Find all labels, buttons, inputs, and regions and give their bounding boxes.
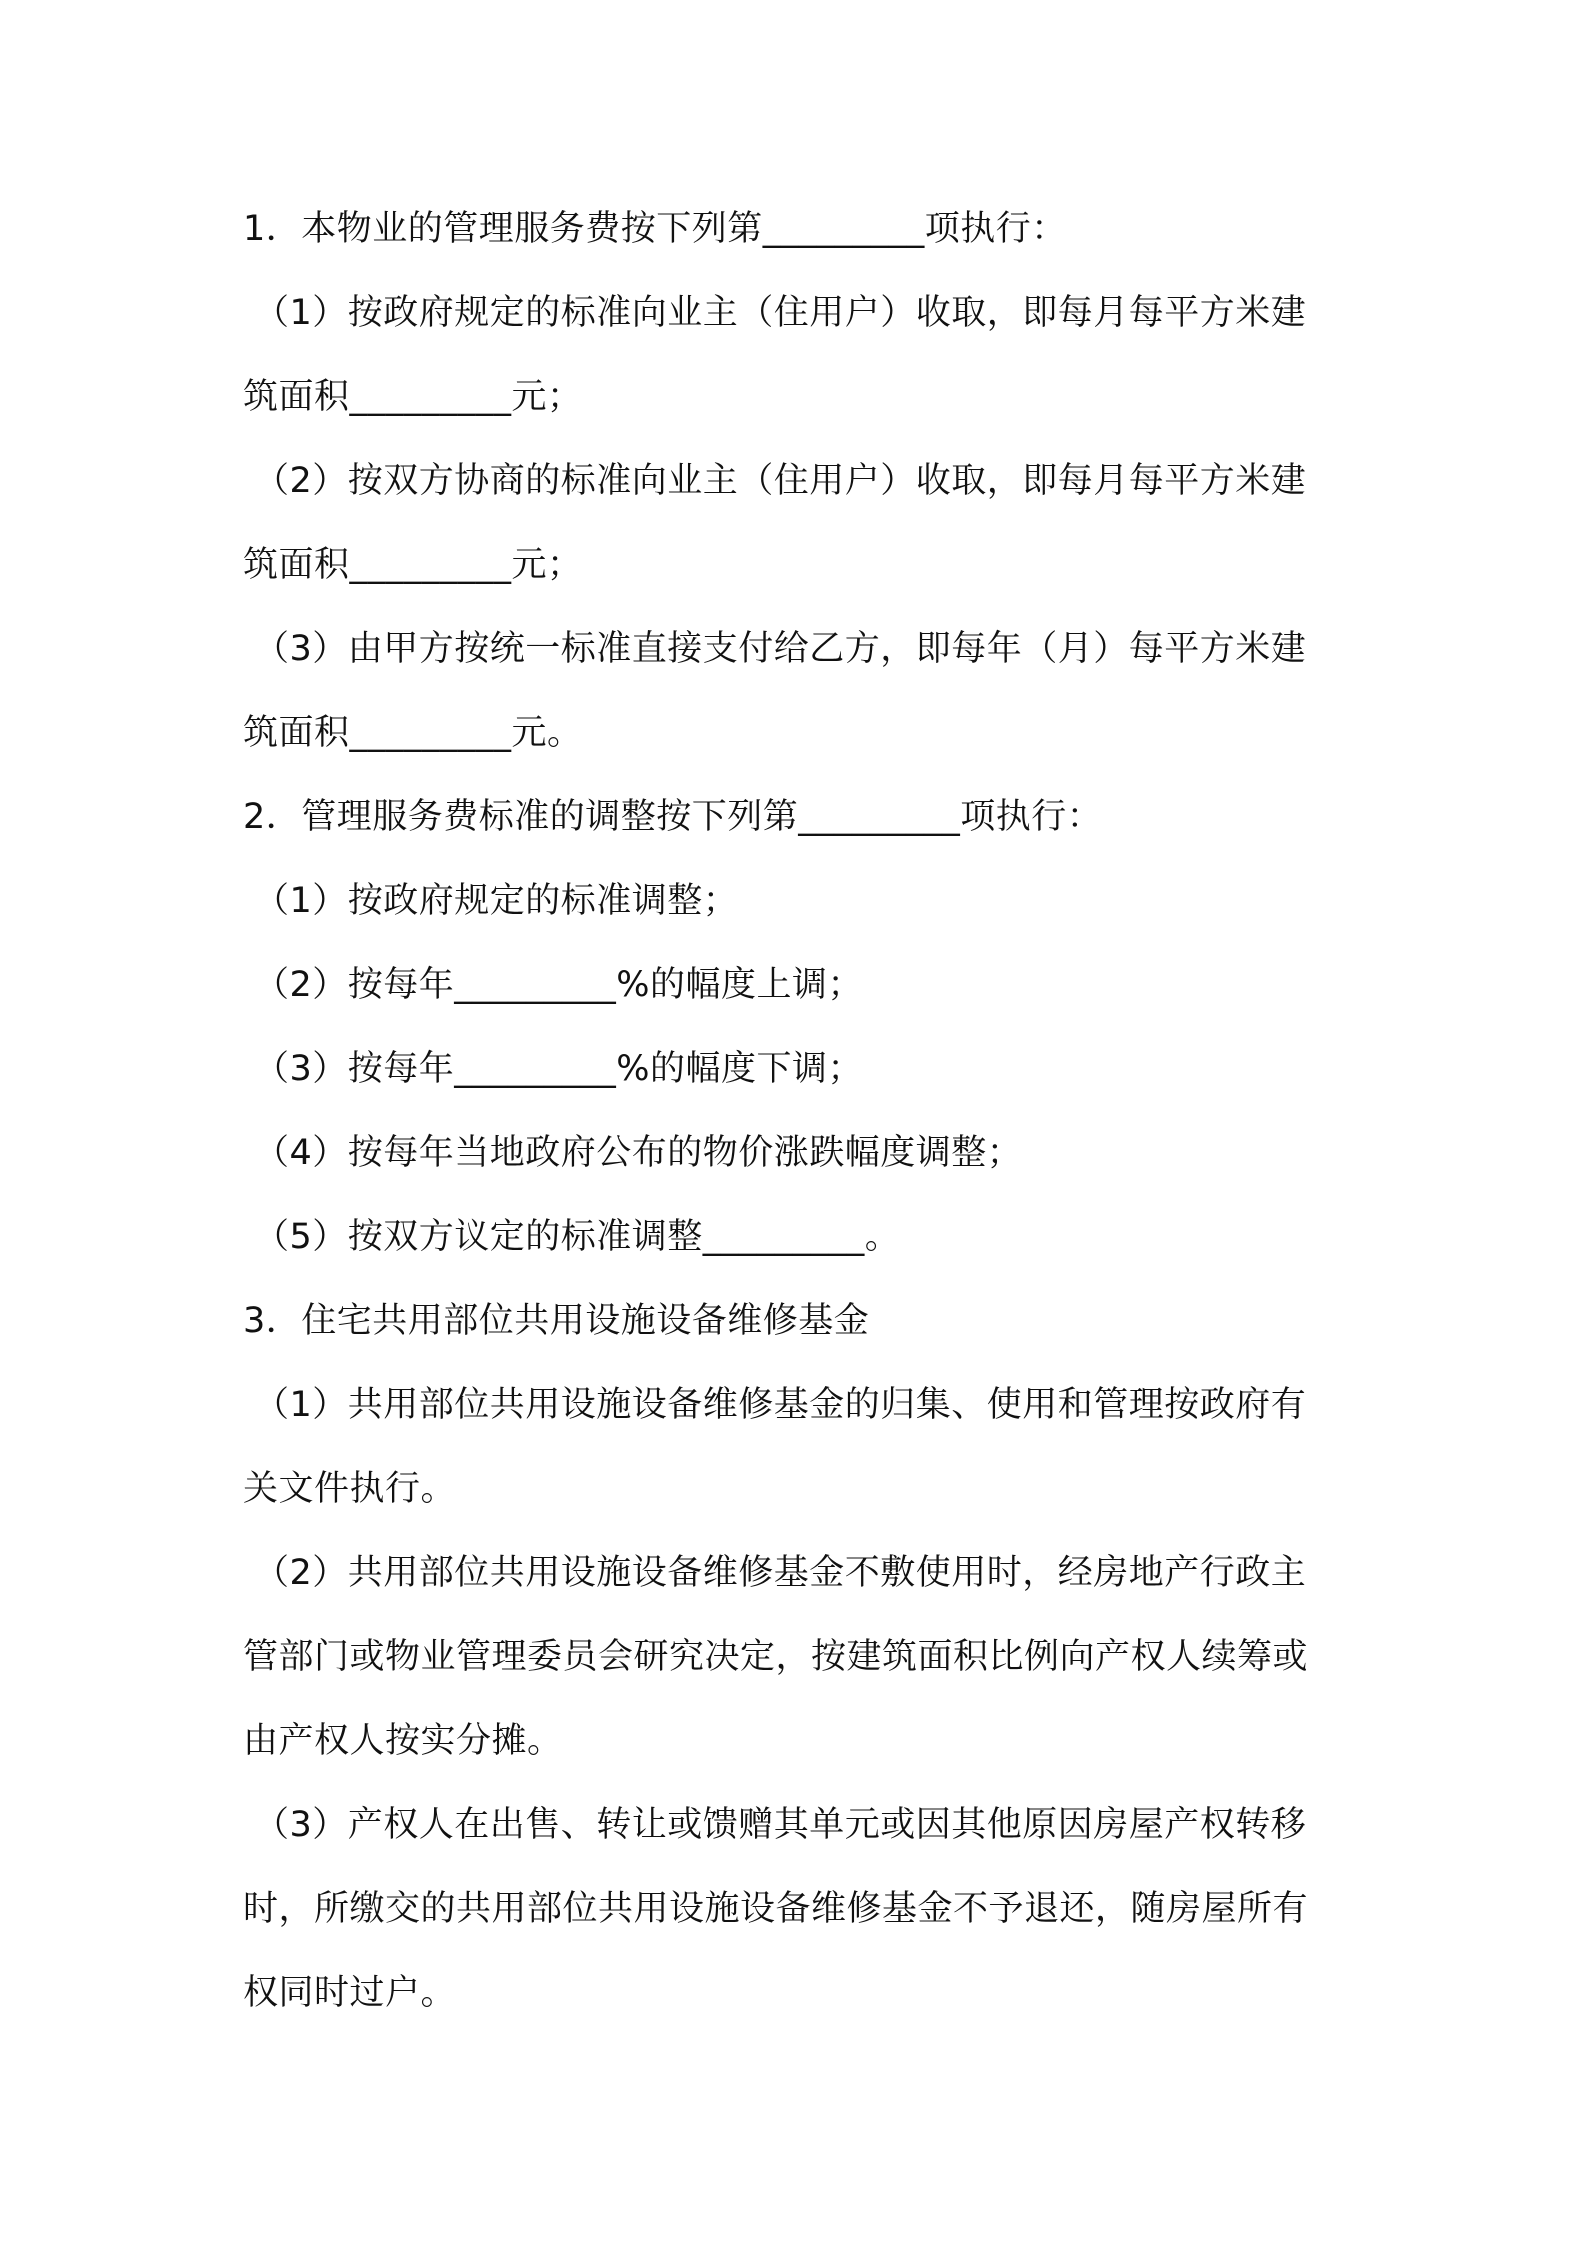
clause-2-item-2: （2）按每年_________%的幅度上调； bbox=[254, 965, 864, 1005]
clause-1-heading: 1．本物业的管理服务费按下列第_________项执行： bbox=[243, 209, 1067, 249]
clause-3-heading: 3．住宅共用部位共用设施设备维修基金 bbox=[243, 1301, 870, 1341]
clause-2-item-5: （5）按双方议定的标准调整_________。 bbox=[254, 1217, 901, 1257]
clause-1-item-3-cont: 筑面积_________元。 bbox=[243, 713, 583, 753]
clause-1-item-1-cont: 筑面积_________元； bbox=[243, 377, 583, 417]
clause-1-item-3: （3）由甲方按统一标准直接支付给乙方，即每年（月）每平方米建 bbox=[254, 629, 1307, 669]
clause-3-item-3: （3）产权人在出售、转让或馈赠其单元或因其他原因房屋产权转移 bbox=[254, 1805, 1307, 1845]
clause-2-item-4: （4）按每年当地政府公布的物价涨跌幅度调整； bbox=[254, 1133, 1023, 1173]
clause-3-item-2-cont-1: 管部门或物业管理委员会研究决定，按建筑面积比例向产权人续筹或 bbox=[243, 1637, 1309, 1677]
document-body bbox=[243, 198, 1363, 2046]
clause-2-item-3: （3）按每年_________%的幅度下调； bbox=[254, 1049, 864, 1089]
clause-1-item-2-cont: 筑面积_________元； bbox=[243, 545, 583, 585]
clause-1-item-1: （1）按政府规定的标准向业主（住用户）收取，即每月每平方米建 bbox=[254, 293, 1307, 333]
clause-2-item-1: （1）按政府规定的标准调整； bbox=[254, 881, 739, 921]
clause-3-item-3-cont-2: 权同时过户。 bbox=[243, 1973, 457, 2013]
clause-3-item-3-cont-1: 时，所缴交的共用部位共用设施设备维修基金不予退还，随房屋所有 bbox=[243, 1889, 1309, 1929]
clause-1-item-2: （2）按双方协商的标准向业主（住用户）收取，即每月每平方米建 bbox=[254, 461, 1307, 501]
clause-3-item-1-cont: 关文件执行。 bbox=[243, 1469, 457, 1509]
clause-2-heading: 2．管理服务费标准的调整按下列第_________项执行： bbox=[243, 797, 1103, 837]
clause-3-item-2-cont-2: 由产权人按实分摊。 bbox=[243, 1721, 563, 1761]
clause-3-item-2: （2）共用部位共用设施设备维修基金不敷使用时，经房地产行政主 bbox=[254, 1553, 1307, 1593]
clause-3-item-1: （1）共用部位共用设施设备维修基金的归集、使用和管理按政府有 bbox=[254, 1385, 1307, 1425]
